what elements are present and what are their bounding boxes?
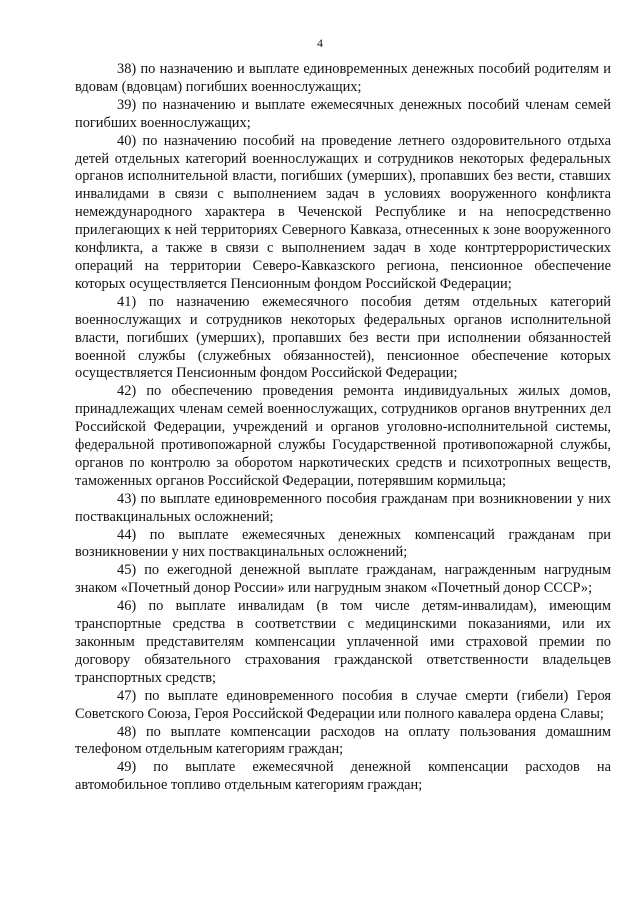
list-item-38: 38) по назначению и выплате единовременных денежных пособий родителям и вдовам (вдовцам) погибших военнослужащих;	[75, 61, 611, 95]
list-item-42: 42) по обеспечению проведения ремонта индивидуальных жилых домов, принадлежащих членам семей военнослужащих, сотрудников органов внутренних дел Российской Федерации, учреждений и органов уголовно-исполнительной системы, федеральной противопожарной службы Государственной противопожарной службы, органов по контролю за оборотом наркотических средств и психотропных веществ, таможенных органов Российской Федерации, потерявшим кормильца;	[75, 383, 611, 489]
list-item-47: 47) по выплате единовременного пособия в случае смерти (гибели) Героя Советского Союза, Героя Российской Федерации или полного кавалера ордена Славы;	[75, 687, 611, 722]
list-item-44: 44) по выплате ежемесячных денежных компенсаций гражданам при возникновении у них поствакцинальных осложнений;	[75, 526, 611, 561]
document-body	[75, 61, 611, 795]
list-item-49: 49) по выплате ежемесячной денежной компенсации расходов на автомобильное топливо отдельным категориям граждан;	[75, 759, 611, 794]
list-item-48: 48) по выплате компенсации расходов на оплату пользования домашним телефоном отдельным категориям граждан;	[75, 723, 611, 758]
list-item-39: 39) по назначению и выплате ежемесячных денежных пособий членам семей погибших военнослужащих;	[75, 96, 611, 131]
list-item-45: 45) по ежегодной денежной выплате гражданам, награжденным нагрудным знаком «Почетный донор России» или нагрудным знаком «Почетный донор СССР»;	[75, 562, 611, 597]
list-item-43: 43) по выплате единовременного пособия гражданам при возникновении у них поствакцинальных осложнений;	[75, 490, 611, 525]
page-number: 4	[317, 36, 323, 50]
list-item-46: 46) по выплате инвалидам (в том числе детям-инвалидам), имеющим транспортные средства в соответствии с медицинскими показаниями, или их законным представителям компенсации уплаченной ими страховой премии по договору обязательного страхования гражданской ответственности владельцев транспортных средств;	[75, 598, 611, 686]
list-item-40: 40) по назначению пособий на проведение летнего оздоровительного отдыха детей отдельных категорий военнослужащих и сотрудников некоторых федеральных органов исполнительной власти, погибших (умерших), пропавших без вести, ставших инвалидами в связи с выполнением задач в условиях вооруженного конфликта немеждународного характера в Чеченской Республике и на непосредственно прилегающих к ней территориях Северного Кавказа, отнесенных к зоне вооруженного конфликта, а также в связи с выполнением задач в ходе контртеррористических операций на территории Северо-Кавказского региона, пенсионное обеспечение которых осуществляется Пенсионным фондом Российской Федерации;	[75, 132, 611, 292]
list-item-41: 41) по назначению ежемесячного пособия детям отдельных категорий военнослужащих и сотрудников некоторых федеральных органов исполнительной власти, погибших (умерших), пропавших без вести при исполнении обязанностей военной службы (служебных обязанностей), пенсионное обеспечение которых осуществляется Пенсионным фондом Российской Федерации;	[75, 293, 611, 382]
